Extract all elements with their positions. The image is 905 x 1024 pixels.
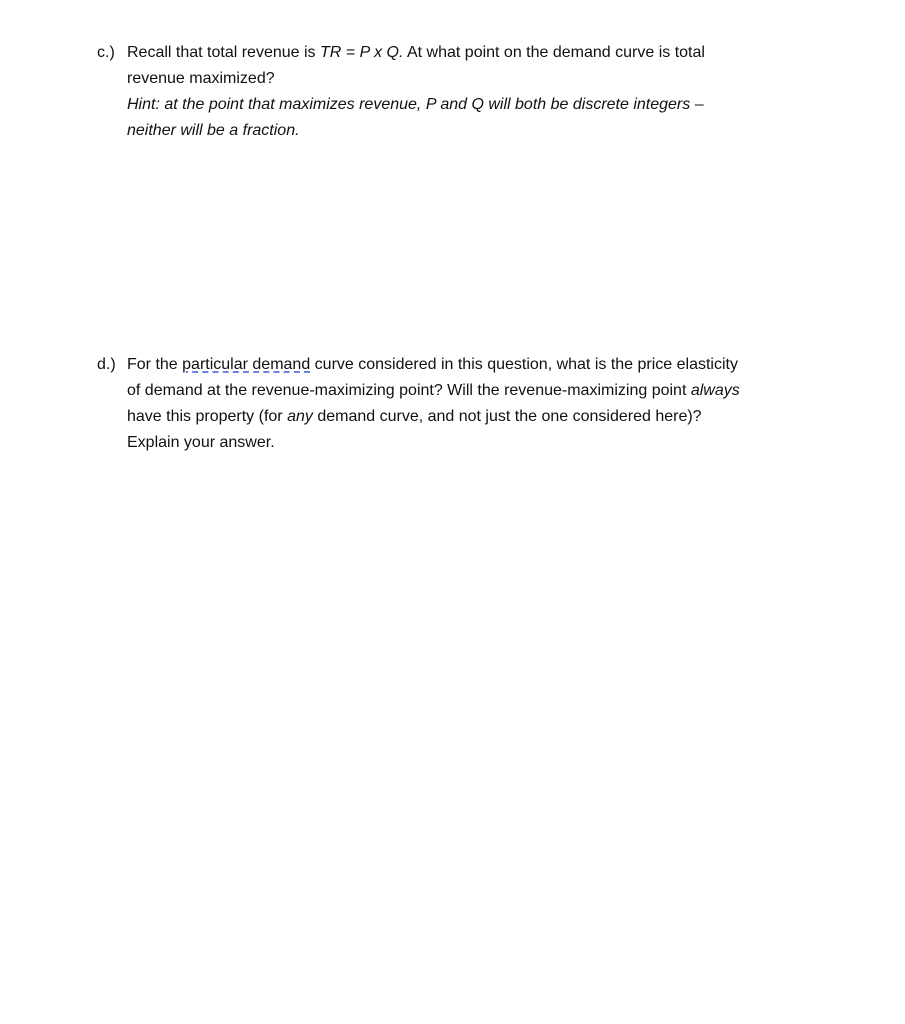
question-c-label: c.) — [97, 44, 115, 61]
emphasis-always: always — [690, 382, 740, 399]
question-c — [97, 40, 797, 144]
question-c-body — [127, 40, 797, 144]
revenue-formula: TR = P x Q. — [320, 44, 404, 61]
grammar-flagged-phrase: particular demand — [182, 356, 311, 373]
question-d-text-3b: demand curve, and not just the one considered here)? — [312, 408, 702, 425]
question-c-line-2: revenue maximized? — [127, 70, 275, 87]
question-d — [97, 352, 797, 456]
question-d-text-1a: For the — [127, 356, 183, 373]
question-c-line-1 — [127, 40, 797, 66]
question-c-text-1b: At what point on the demand curve is total — [403, 44, 705, 61]
question-d-label: d.) — [97, 356, 116, 373]
question-d-line-4: Explain your answer. — [127, 434, 275, 451]
hint-line-2: neither will be a fraction. — [127, 122, 300, 139]
question-d-text-3a: have this property (for — [127, 408, 288, 425]
emphasis-any: any — [287, 408, 313, 425]
question-d-text-1b: curve considered in this question, what is the price elasticity — [310, 356, 738, 373]
question-d-text-2a: of demand at the revenue-maximizing point? Will the revenue-maximizing point — [127, 382, 691, 399]
question-c-text-1a: Recall that total revenue is — [127, 44, 320, 61]
question-d-body — [127, 352, 797, 456]
question-d-line-1 — [127, 352, 797, 378]
question-d-line-2 — [127, 378, 797, 404]
question-d-line-3 — [127, 404, 797, 430]
hint-line-1: Hint: at the point that maximizes revenue, P and Q will both be discrete integers – — [127, 96, 704, 113]
